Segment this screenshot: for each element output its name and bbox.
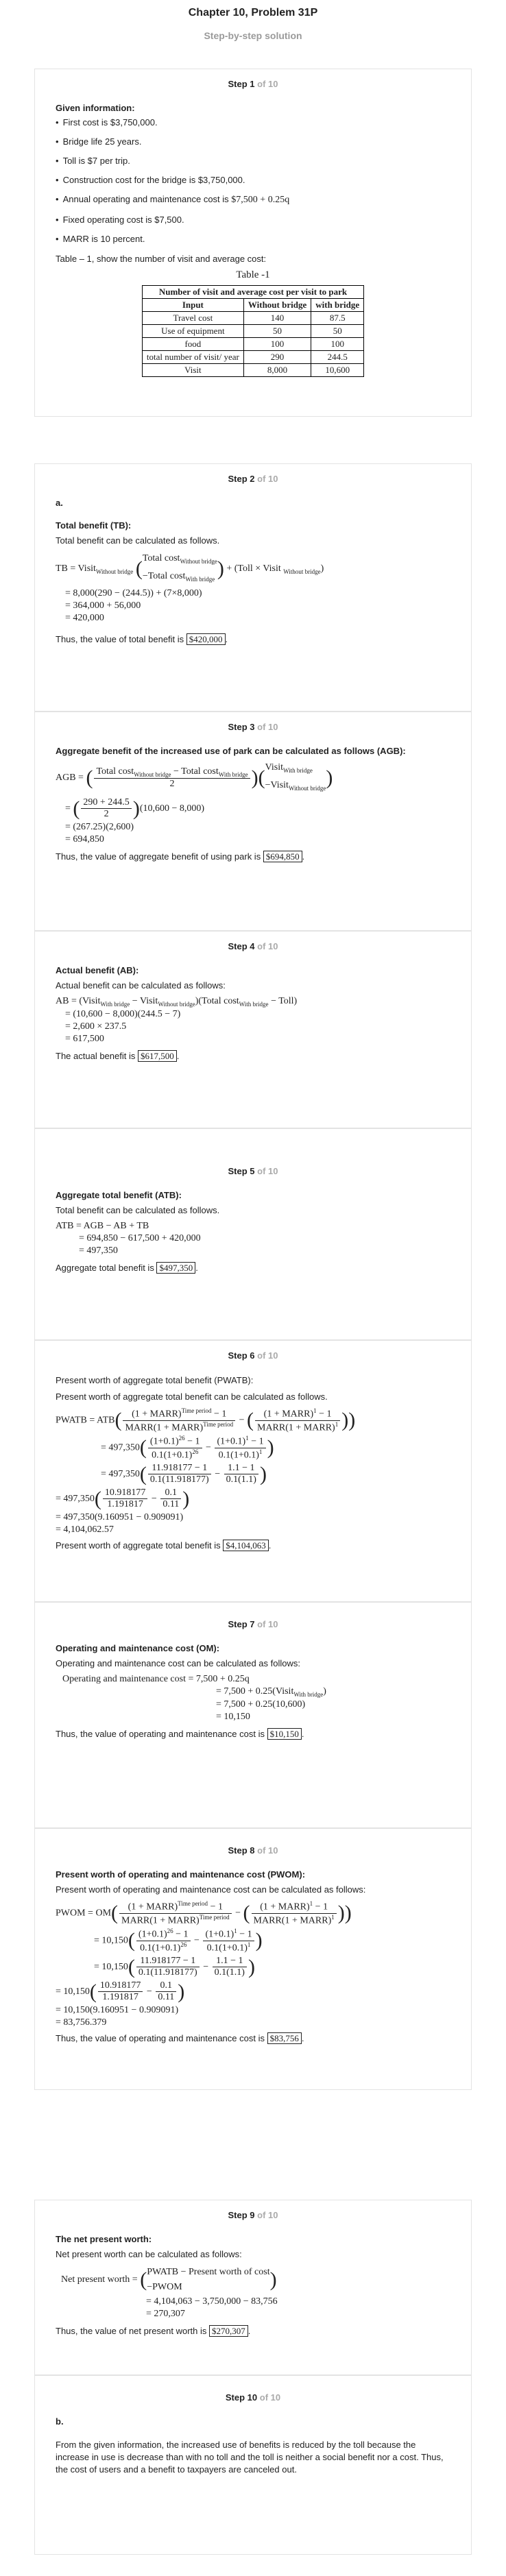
column-header: with bridge [311, 299, 364, 312]
npw-conclusion: Thus, the value of net present worth is $270,307 . [56, 2326, 251, 2336]
answer-box: $420,000 [186, 633, 226, 645]
part-label: a. [56, 498, 63, 508]
answer-box: $497,350 [156, 1262, 195, 1274]
npw-intro: Net present worth can be calculated as follows: [56, 2249, 242, 2259]
calc-line: = 83,756.379 [56, 2017, 107, 2028]
step-4 [34, 931, 472, 1128]
ab-heading: Actual benefit (AB): [56, 965, 139, 975]
pwom-conclusion: Thus, the value of operating and maintenance cost is $83,756 . [56, 2032, 304, 2043]
step-1 [34, 69, 472, 417]
table-row: total number of visit/ year 290 244.5 [142, 351, 363, 364]
table-title: Number of visit and average cost per visit to park [142, 286, 363, 299]
step-header: Step 7 of 10 [228, 1619, 278, 1629]
conclusion-text: From the given information, the increased use of benefits is reduced by the toll because the increase in use is decrease than with no toll and the toll is neither a social benefit nor a cost. Thus, the cost of users and a benefit to taxpayers are canceled out. [56, 2440, 444, 2475]
calc-line: = 694,850 − 617,500 + 420,000 [79, 1233, 201, 1243]
step-header: Step 3 of 10 [228, 722, 278, 732]
calc-line: Operating and maintenance cost = 7,500 + 0.25q [62, 1674, 250, 1684]
atb-intro: Total benefit can be calculated as follows. [56, 1205, 220, 1215]
om-intro: Operating and maintenance cost can be calculated as follows: [56, 1658, 300, 1668]
step-header: Step 10 of 10 [225, 2392, 281, 2403]
calc-line: = 8,000(290 − (244.5)) + (7×8,000) [65, 587, 202, 598]
table-row: Use of equipment 50 50 [142, 325, 363, 338]
list-item: • Annual operating and maintenance cost is $7,500 + 0.25q [56, 194, 450, 206]
answer-box: $83,756 [267, 2032, 302, 2044]
calc-line: = 7,500 + 0.25(Visit$_{With bridge}$) [216, 1686, 326, 1698]
list-item: • MARR is 10 percent. [56, 234, 450, 244]
table-note: Table – 1, show the number of visit and average cost: [56, 254, 267, 264]
calc-line: = 364,000 + 56,000 [65, 600, 141, 611]
om-heading: Operating and maintenance cost (OM): [56, 1643, 220, 1653]
list-item: • Bridge life 25 years. [56, 136, 450, 147]
step-5 [34, 1128, 472, 1340]
agb-heading: Aggregate benefit of the increased use of park can be calculated as follows (AGB): [56, 746, 406, 756]
step-3: Step 3 of 10 Aggregate benefit of the increased use of park can be calculated as follows (AGB): AGB = ( $\frac{Total \cos t_{Without bridge} - Total \cos t_{With bridge}}{2}$ )(Visit$_{With bridge}$ −Visit$_{Without bridge}$) = ( $\frac{290 + 244.5}{2}$ )(10,600 − 8,000) = (267.25)(2,600) = 694,850 Thus, the value of aggregate benefit of using park is $694,850 . [34, 712, 472, 931]
part-label: b. [56, 2416, 64, 2427]
calc-line: = 4,104,063 − 3,750,000 − 83,756 [146, 2296, 278, 2307]
pwom-formula: PWOM = OM( $\frac{(1 + MARR)^{Time period} - 1}{MARR(1 + MARR)^{Time period}}$ − ( $\frac{(1 + MARR)^1 - 1}{MARR(1 + MARR)^1}$ )) [56, 1900, 352, 1926]
list-item: • Construction cost for the bridge is $3,750,000. [56, 175, 450, 185]
page-title: Chapter 10, Problem 31P [188, 7, 318, 19]
npw-heading: The net present worth: [56, 2234, 152, 2244]
ab-formula: AB = (Visit$_{With bridge}$ − Visit$_{Without bridge}$)(Total cost$_{With bridge}$ − Toll) [56, 996, 298, 1008]
calc-line: = 270,307 [146, 2309, 185, 2319]
npw-formula: Net present worth = (PWATB − Present worth of cost −PWOM ) [61, 2267, 277, 2292]
answer-box: $270,307 [209, 2325, 248, 2337]
calc-line: = 10,150(9.160951 − 0.909091) [56, 2004, 179, 2015]
tb-conclusion: Thus, the value of total benefit is $420,000 . [56, 633, 228, 644]
table-caption: Table -1 [236, 269, 270, 280]
step-header: Step 6 of 10 [228, 1350, 278, 1361]
table-row: food 100 100 [142, 338, 363, 351]
given-heading: Given information: [56, 103, 135, 113]
table-row: Visit 8,000 10,600 [142, 364, 363, 377]
step-7 [34, 1602, 472, 1828]
list-item: • Fixed operating cost is $7,500. [56, 215, 450, 225]
visit-table [142, 285, 364, 377]
pwatb-conclusion: Present worth of aggregate total benefit is $4,104,063 . [56, 1540, 272, 1551]
agb-conclusion: Thus, the value of aggregate benefit of using park is $694,850 . [56, 851, 305, 862]
calc-line: = 7,500 + 0.25(10,600) [216, 1699, 306, 1710]
om-conclusion: Thus, the value of operating and maintenance cost is $10,150 . [56, 1728, 304, 1739]
step-header: Step 1 of 10 [228, 79, 278, 89]
calc-line: = 10,150 [216, 1711, 250, 1722]
pwatb-formula: PWATB = ATB( $\frac{(1 + MARR)^{Time period} - 1}{MARR(1 + MARR)^{Time period}}$ − ( $\frac{(1 + MARR)^1 - 1}{MARR(1 + MARR)^1}$ )) [56, 1407, 356, 1433]
step-2 [34, 463, 472, 712]
pwatb-intro-1: Present worth of aggregate total benefit (PWATB): [56, 1375, 254, 1385]
step-header: Step 8 of 10 [228, 1845, 278, 1856]
list-item: • Toll is $7 per trip. [56, 156, 450, 166]
ab-conclusion: The actual benefit is $617,500 . [56, 1050, 180, 1061]
step-header: Step 9 of 10 [228, 2210, 278, 2220]
calc-line: ATB = AGB − AB + TB [56, 1221, 149, 1231]
pwatb-intro-2: Present worth of aggregate total benefit can be calculated as follows. [56, 1392, 328, 1402]
step-9 [34, 2200, 472, 2375]
step-header: Step 5 of 10 [228, 1166, 278, 1176]
list-item: • First cost is $3,750,000. [56, 117, 450, 127]
answer-box: $617,500 [138, 1050, 177, 1062]
answer-box: $694,850 [263, 851, 302, 862]
tb-heading: Total benefit (TB): [56, 520, 132, 531]
calc-line: = (267.25)(2,600) [65, 821, 134, 832]
pwom-intro: Present worth of operating and maintenance cost can be calculated as follows: [56, 1884, 366, 1895]
calc-line: = 497,350 [79, 1246, 118, 1256]
pwom-heading: Present worth of operating and maintenance cost (PWOM): [56, 1869, 306, 1880]
tb-formula: TB = Visit$_{Without bridge}$ (Total cost$_{Without bridge}$ −Total cost$_{With bridge}$ ) + (Toll × Visit $_{Without bridge}$) [56, 553, 324, 583]
atb-conclusion: Aggregate total benefit is $497,350 . [56, 1263, 198, 1273]
calc-line: = 420,000 [65, 612, 104, 623]
step-header: Step 4 of 10 [228, 941, 278, 951]
calc-line: = 617,500 [65, 1033, 104, 1044]
ab-intro: Actual benefit can be calculated as follows: [56, 980, 226, 991]
column-header: Input [142, 299, 243, 312]
table-row: Travel cost 140 87.5 [142, 312, 363, 325]
calc-line: = 694,850 [65, 834, 104, 845]
step-6: Step 6 of 10 Present worth of aggregate total benefit (PWATB): Present worth of aggregate total benefit can be calculated as follows. PWATB = ATB( $\frac{(1 + MARR)^{Time period} - 1}{MARR(1 + MARR)^{Time period}}$ − ( $\frac{(1 + MARR)^1 - 1}{MARR(1 + MARR)^1}$ )) = 497,350( $\frac{(1+0.1)^{26} - 1}{0.1(1+0.1)^{26}}$ − $\frac{(1+0.1)^1 - 1}{0.1(1+0.1)^1}$ ) = 497,350( $\frac{11.918177 - 1}{0.1(11.918177)}$ − $\frac{1.1 - 1}{0.1(1.1)}$ ) = 497,350( $\frac{10.918177}{1.191817}$ − $\frac{0.1}{0.11}$ ) = 497,350(9.160951 − 0.909091) = 4,104,062.57 Present worth of aggregate total benefit is $4,104,063 . [34, 1340, 472, 1602]
calc-line: = 2,600 × 237.5 [65, 1021, 127, 1032]
step-8: Step 8 of 10 Present worth of operating and maintenance cost (PWOM): Present worth of operating and maintenance cost can be calculated as follows: PWOM = OM( $\frac{(1 + MARR)^{Time period} - 1}{MARR(1 + MARR)^{Time period}}$ − ( $\frac{(1 + MARR)^1 - 1}{MARR(1 + MARR)^1}$ )) = 10,150( $\frac{(1+0.1)^{26} - 1}{0.1(1+0.1)^{26}}$ − $\frac{(1+0.1)^1 - 1}{0.1(1+0.1)^1}$ ) = 10,150( $\frac{11.918177 - 1}{0.1(11.918177)}$ − $\frac{1.1 - 1}{0.1(1.1)}$ ) = 10,150( $\frac{10.918177}{1.191817}$ − $\frac{0.1}{0.11}$ ) = 10,150(9.160951 − 0.909091) = 83,756.379 Thus, the value of operating and maintenance cost is $83,756 . [34, 1828, 472, 2090]
step-header: Step 2 of 10 [228, 474, 278, 484]
atb-heading: Aggregate total benefit (ATB): [56, 1190, 182, 1200]
tb-intro: Total benefit can be calculated as follows. [56, 535, 220, 546]
calc-line: = 497,350(9.160951 − 0.909091) [56, 1511, 184, 1522]
calc-line: = (10,600 − 8,000)(244.5 − 7) [65, 1008, 181, 1019]
agb-formula: AGB = ( $\frac{Total \cos t_{Without bridge} - Total \cos t_{With bridge}}{2}$ )(Visit$_{With bridge}$ −Visit$_{Without bridge}$) [56, 762, 333, 792]
answer-box: $4,104,063 [223, 1540, 269, 1551]
step-10 [34, 2375, 472, 2555]
column-header: Without bridge [243, 299, 311, 312]
given-list [56, 117, 450, 244]
page-subtitle: Step-by-step solution [204, 30, 302, 41]
answer-box: $10,150 [267, 1728, 302, 1740]
om-formula: $7,500 + 0.25q [231, 195, 290, 205]
calc-line: = 4,104,062.57 [56, 1524, 114, 1535]
page-header [0, 0, 506, 48]
